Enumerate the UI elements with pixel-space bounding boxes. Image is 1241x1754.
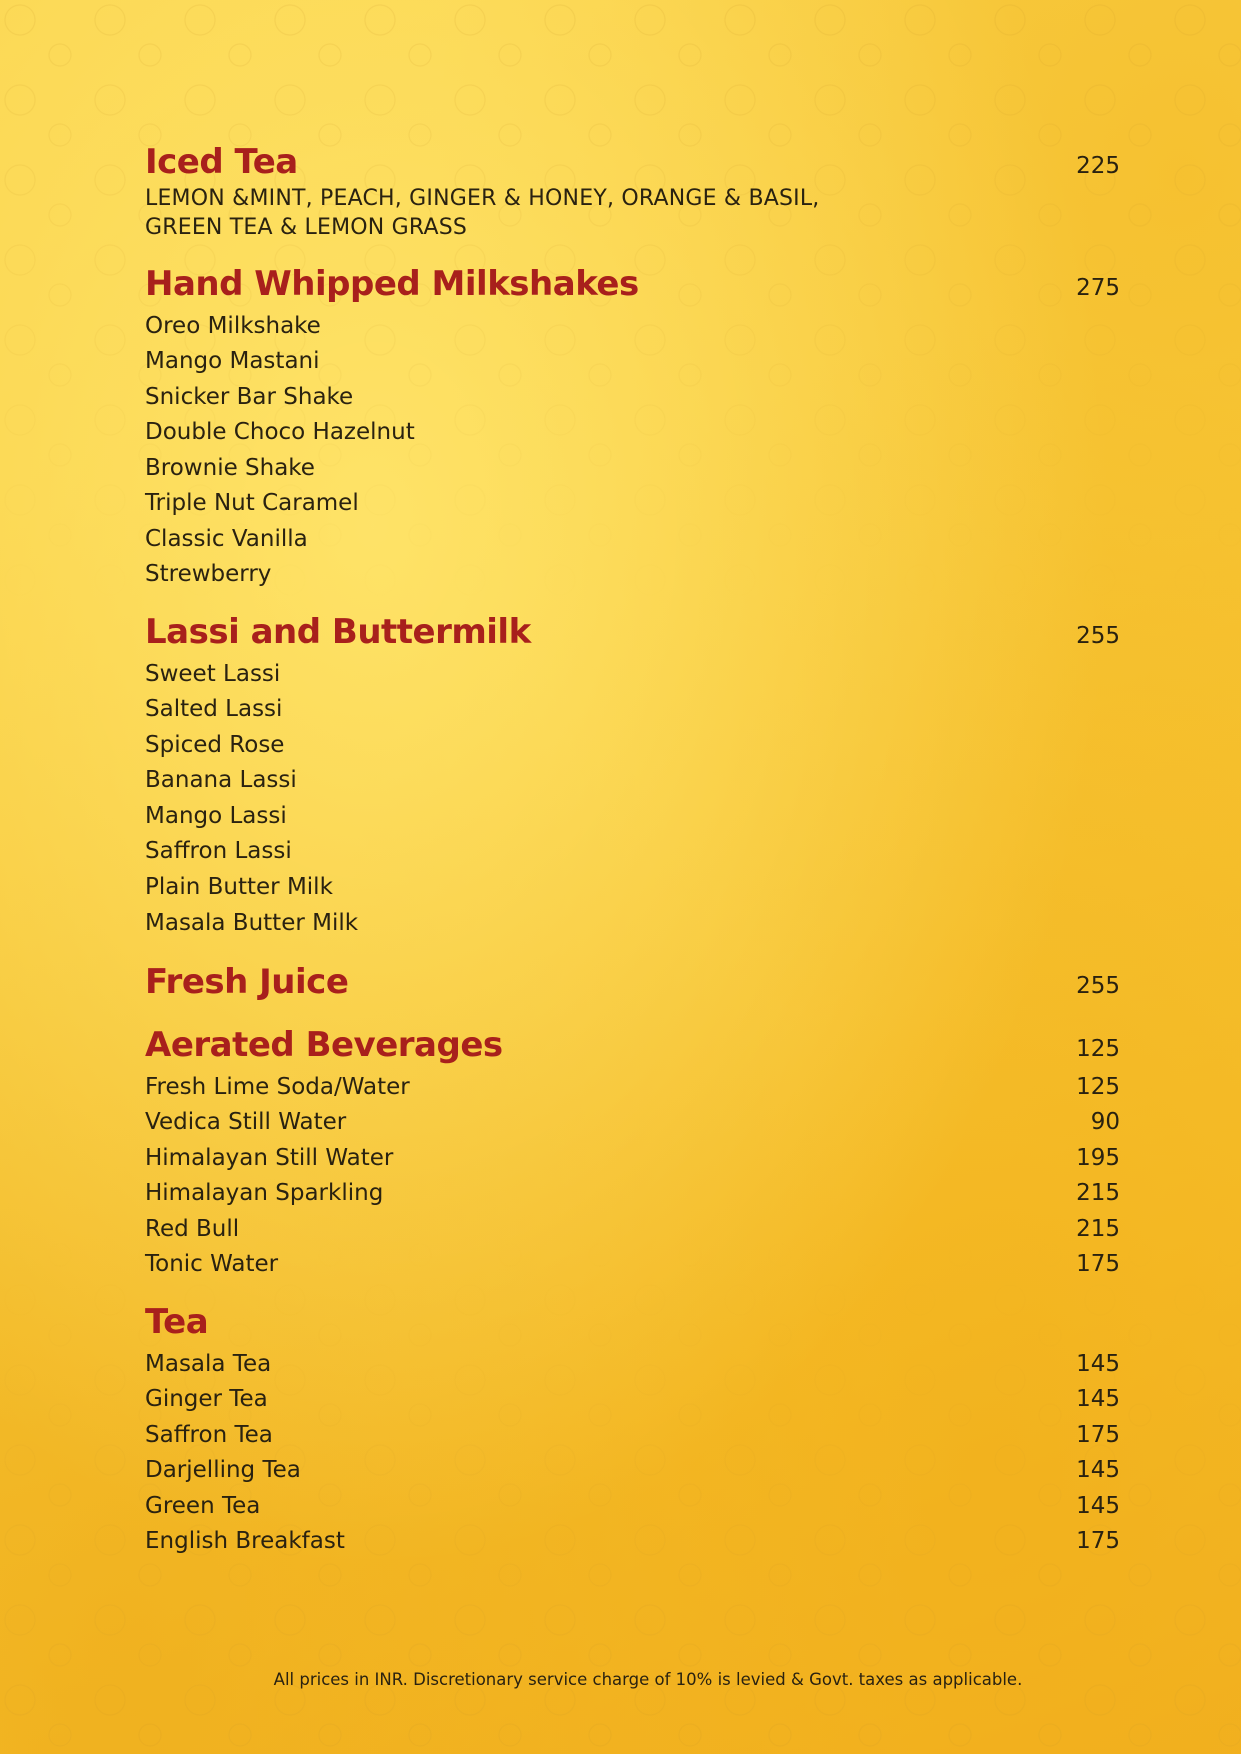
item-price: 90 <box>1090 1109 1120 1135</box>
item-name: Himalayan Sparkling <box>145 1180 384 1206</box>
menu-item <box>145 1422 1120 1448</box>
item-name: Sweet Lassi <box>145 661 281 687</box>
menu-item <box>145 1386 1120 1412</box>
menu-item <box>145 696 1120 722</box>
menu-item <box>145 1145 1120 1171</box>
item-name: Vedica Still Water <box>145 1109 347 1135</box>
menu-item <box>145 455 1120 481</box>
item-name: English Breakfast <box>145 1528 345 1554</box>
item-name: Spiced Rose <box>145 732 285 758</box>
section-price: 255 <box>1076 973 1120 999</box>
menu-item <box>145 1528 1120 1554</box>
item-price: 175 <box>1076 1422 1120 1448</box>
item-price: 145 <box>1076 1457 1120 1483</box>
menu-item <box>145 561 1120 587</box>
pricing-footnote: All prices in INR. Discretionary service charge of 10% is levied & Govt. taxes as applicable. <box>273 1670 1023 1689</box>
menu-item <box>145 419 1120 445</box>
item-name: Masala Butter Milk <box>145 910 359 936</box>
section-header-tea <box>145 1302 1120 1342</box>
section-price: 125 <box>1076 1036 1120 1062</box>
item-price: 195 <box>1076 1145 1120 1171</box>
item-name: Strewberry <box>145 561 272 587</box>
section-title: Lassi and Buttermilk <box>145 612 531 652</box>
menu-item <box>145 1351 1120 1377</box>
section-title: Tea <box>145 1302 209 1342</box>
item-name: Salted Lassi <box>145 696 283 722</box>
menu-item <box>145 767 1120 793</box>
item-price: 145 <box>1076 1493 1120 1519</box>
item-name: Mango Lassi <box>145 803 287 829</box>
menu-item <box>145 1109 1120 1135</box>
item-name: Tonic Water <box>145 1251 279 1277</box>
menu-item <box>145 910 1120 936</box>
menu-item <box>145 1216 1120 1242</box>
item-name: Brownie Shake <box>145 455 315 481</box>
section-title: Fresh Juice <box>145 962 349 1002</box>
item-price: 215 <box>1076 1180 1120 1206</box>
item-price: 175 <box>1076 1251 1120 1277</box>
flavors-line: LEMON &MINT, PEACH, GINGER & HONEY, ORANGE & BASIL, <box>145 186 820 211</box>
section-title: Aerated Beverages <box>145 1025 503 1065</box>
menu-item <box>145 1493 1120 1519</box>
item-name: Red Bull <box>145 1216 240 1242</box>
item-name: Plain Butter Milk <box>145 874 333 900</box>
menu-item <box>145 348 1120 374</box>
section-title: Iced Tea <box>145 142 298 182</box>
section-header-fresh-juice <box>145 962 1120 1002</box>
menu-item <box>145 732 1120 758</box>
menu-item <box>145 384 1120 410</box>
menu-item <box>145 874 1120 900</box>
section-header-aerated-beverages <box>145 1025 1120 1065</box>
menu-item <box>145 803 1120 829</box>
item-name: Triple Nut Caramel <box>145 490 359 516</box>
item-name: Masala Tea <box>145 1351 272 1377</box>
section-price: 275 <box>1076 275 1120 301</box>
item-price: 125 <box>1076 1074 1120 1100</box>
item-name: Green Tea <box>145 1493 261 1519</box>
menu-item <box>145 1457 1120 1483</box>
item-price: 145 <box>1076 1351 1120 1377</box>
item-name: Darjelling Tea <box>145 1457 301 1483</box>
section-header-milkshakes <box>145 264 1120 304</box>
section-title: Hand Whipped Milkshakes <box>145 264 639 304</box>
iced-tea-flavors <box>145 184 820 242</box>
item-name: Double Choco Hazelnut <box>145 419 415 445</box>
menu-item <box>145 490 1120 516</box>
menu-item <box>145 661 1120 687</box>
item-price: 175 <box>1076 1528 1120 1554</box>
item-price: 145 <box>1076 1386 1120 1412</box>
menu-item <box>145 1074 1120 1100</box>
item-name: Himalayan Still Water <box>145 1145 394 1171</box>
section-header-iced-tea <box>145 142 1120 182</box>
section-header-lassi <box>145 612 1120 652</box>
menu-item <box>145 1251 1120 1277</box>
item-name: Snicker Bar Shake <box>145 384 354 410</box>
item-name: Saffron Lassi <box>145 838 292 864</box>
section-price: 225 <box>1076 153 1120 179</box>
section-price: 255 <box>1076 623 1120 649</box>
item-name: Classic Vanilla <box>145 526 308 552</box>
menu-item <box>145 313 1120 339</box>
item-name: Saffron Tea <box>145 1422 273 1448</box>
item-price: 215 <box>1076 1216 1120 1242</box>
item-name: Ginger Tea <box>145 1386 268 1412</box>
menu-item <box>145 838 1120 864</box>
item-name: Fresh Lime Soda/Water <box>145 1074 410 1100</box>
item-name: Banana Lassi <box>145 767 297 793</box>
item-name: Mango Mastani <box>145 348 320 374</box>
item-name: Oreo Milkshake <box>145 313 321 339</box>
menu-item <box>145 1180 1120 1206</box>
menu-item <box>145 526 1120 552</box>
flavors-line: GREEN TEA & LEMON GRASS <box>145 215 468 240</box>
